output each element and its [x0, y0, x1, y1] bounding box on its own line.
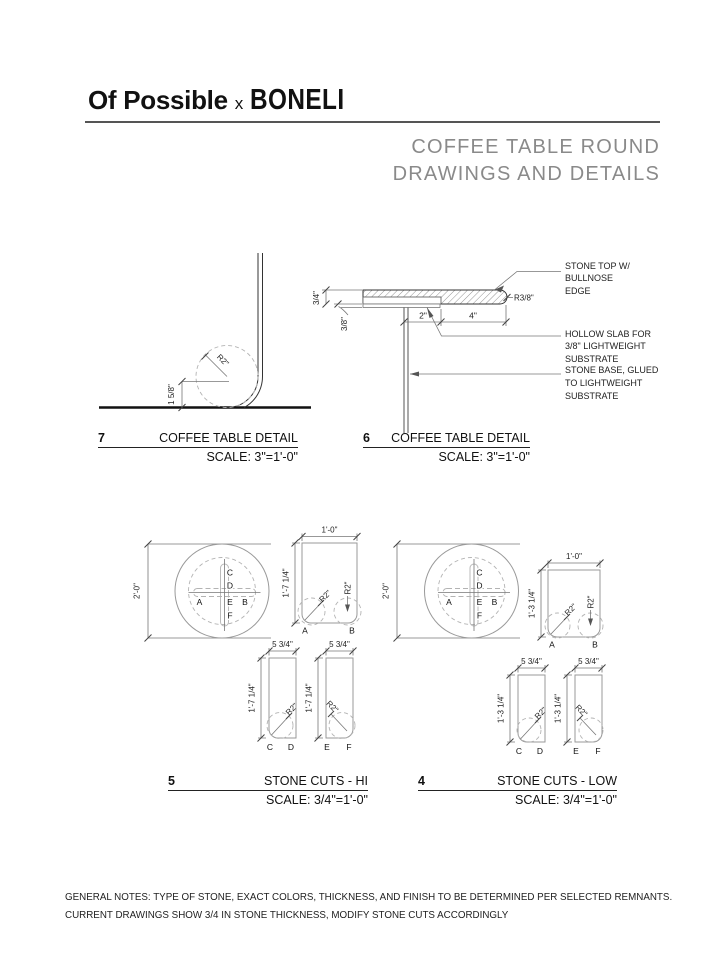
dim-height: 1 5/8" [167, 384, 176, 405]
annotation-line: 3/8" LIGHTWEIGHT [565, 341, 646, 352]
sheet-title-line1: COFFEE TABLE ROUND [411, 136, 660, 158]
detail-6-titleblock [363, 431, 530, 464]
plan-label-f: F [476, 610, 483, 621]
detail-5-number: 5 [168, 774, 175, 788]
annotation-line: SUBSTRATE [565, 391, 619, 401]
thickness-extension-lines [322, 290, 362, 308]
dim-cut-ef-width: 5 3/4" [329, 640, 350, 649]
plan-label-b: B [242, 597, 248, 607]
dim-rim: 4" [469, 310, 477, 321]
dim-radius: R2" [214, 352, 231, 369]
cross-centerlines [438, 559, 510, 631]
cut-cd-dim-lines [258, 648, 296, 738]
detail-7-title: COFFEE TABLE DETAIL [159, 431, 298, 445]
hollow-slab-annotation [565, 328, 651, 365]
annotation-line: HOLLOW SLAB FOR [565, 329, 652, 339]
dim-cut-cd-height: 1'-3 1/4" [496, 693, 506, 724]
cut-ef-outline [326, 658, 353, 738]
detail-4-scale: SCALE: 3/4"=1'-0" [515, 793, 617, 807]
dim-top-thickness: 3/4" [312, 291, 321, 305]
leg-outer-edge [227, 253, 258, 408]
hollow-recess [363, 297, 441, 304]
plan-label-f: F [227, 610, 233, 621]
diameter-dim-lines [148, 544, 271, 638]
cut-cd-label-right: D [536, 746, 544, 756]
leader-arrowhead [427, 308, 434, 319]
detail-6-scale: SCALE: 3"=1'-0" [438, 450, 530, 464]
dim-ticks [507, 665, 549, 746]
dim-cut-cd-radius: R2" [283, 701, 300, 718]
corner-radius-circle [545, 613, 570, 638]
dim-diameter: 2'-0" [381, 583, 391, 599]
stone-top-annotation [565, 260, 630, 297]
detail-4-number: 4 [418, 774, 425, 788]
cut-ef-dim-lines [564, 665, 602, 742]
cut-cd-label-right: D [287, 742, 295, 752]
radius-leader [580, 718, 596, 735]
annotation-line: TO LIGHTWEIGHT [565, 378, 643, 388]
diameter-dim-lines [397, 544, 520, 638]
cut-cd-label-left: C [266, 742, 274, 752]
brand-right: BONELI [250, 84, 345, 116]
detail-4-title: STONE CUTS - LOW [497, 774, 617, 788]
dim-cut-ab-radius-right: R2" [586, 595, 596, 609]
general-notes [65, 889, 672, 924]
annotation-line: SUBSTRATE [565, 353, 619, 364]
brand-left: Of Possible [88, 85, 228, 115]
annotation-line: STONE TOP W/ [565, 261, 630, 271]
stone-top-leader [495, 272, 561, 290]
general-notes-line1: GENERAL NOTES: TYPE OF STONE, EXACT COLORS, THICKNESS, AND FINISH TO BE DETERMINED PER SELECTED REMNANTS. [65, 892, 673, 903]
detail-4-titleblock [418, 774, 617, 807]
annotation-line: STONE BASE, GLUED [565, 365, 659, 375]
dim-substrate-thickness: 3/8" [340, 317, 349, 331]
dim-cut-ab-height: 1'-7 1/4" [281, 568, 291, 598]
leader-arrowhead [588, 619, 593, 627]
plan-label-e: E [227, 597, 233, 607]
leg-inner-edge [244, 253, 262, 408]
general-notes-line2: CURRENT DRAWINGS SHOW 3/4 IN STONE THICKNESS, MODIFY STONE CUTS ACCORDINGLY [65, 909, 509, 921]
dim-cut-ab-radius-right: R2" [343, 581, 353, 595]
dim-cut-ab-radius: R2" [562, 601, 579, 618]
dim-cut-cd-height: 1'-7 1/4" [247, 683, 257, 713]
plan-label-b: B [491, 597, 498, 607]
dim-ticks [315, 648, 357, 742]
cut-ef-label-left: E [573, 746, 579, 756]
dim-cut-ef-radius: R2" [573, 702, 590, 719]
cut-ef-label-right: F [346, 742, 352, 752]
detail-6-drawing [312, 272, 561, 434]
detail-5-drawing [133, 526, 362, 753]
cut-ef-dim-lines [315, 648, 353, 738]
cut-cd-outline [269, 658, 296, 738]
substrate-strip [363, 304, 440, 308]
dim-inset: 2" [419, 310, 427, 321]
cut-ab-label-right: B [592, 639, 598, 650]
detail-5-title: STONE CUTS - HI [264, 774, 368, 788]
dim-cut-ab-height: 1'-3 1/4" [527, 588, 537, 619]
dim-cut-ab-width: 1'-0" [321, 525, 338, 535]
annotation-line: EDGE [565, 285, 591, 296]
cut-ab-label-right: B [349, 625, 355, 636]
dim-diameter: 2'-0" [132, 583, 142, 599]
dim-cut-ab-radius: R2" [317, 588, 334, 605]
cut-ef-label-right: F [595, 746, 601, 756]
cut-cd-label-left: C [515, 746, 523, 756]
dim-ticks [564, 665, 606, 746]
plan-label-a: A [196, 597, 203, 607]
detail-4-drawing [382, 541, 606, 757]
plan-label-d: D [476, 580, 483, 591]
base-dashed-circle [189, 558, 256, 625]
detail-7-drawing [99, 253, 311, 411]
base-dashed-circle [438, 558, 505, 625]
detail-5-titleblock [168, 774, 368, 807]
cut-ab-label-left: A [302, 625, 308, 636]
plan-label-d: D [226, 580, 234, 591]
dim-cut-cd-width: 5 3/4" [272, 640, 293, 649]
plan-label-c: C [476, 567, 483, 578]
dim-cut-ef-width: 5 3/4" [578, 657, 599, 666]
detail-7-scale: SCALE: 3"=1'-0" [206, 450, 298, 464]
dim-cut-cd-radius: R2" [532, 705, 549, 722]
dim-cut-ab-width: 1'-0" [566, 552, 582, 561]
detail-7-titleblock [98, 431, 298, 464]
cross-centerlines [189, 559, 261, 631]
dim-cut-cd-width: 5 3/4" [521, 657, 542, 666]
dim-cut-ef-height: 1'-7 1/4" [304, 683, 314, 713]
detail-6-number: 6 [363, 431, 370, 445]
stone-base-annotation [565, 364, 658, 403]
plan-label-a: A [446, 597, 452, 607]
dim-bullnose-radius: R3/8" [514, 293, 534, 303]
detail-7-number: 7 [98, 431, 105, 445]
dim-cut-ef-height: 1'-3 1/4" [553, 693, 563, 724]
brand-separator: x [234, 94, 244, 113]
cut-cd-dim-lines [507, 665, 545, 742]
leader-arrowhead [345, 605, 350, 613]
sheet-title-line2: DRAWINGS AND DETAILS [392, 163, 660, 185]
detail-5-scale: SCALE: 3/4"=1'-0" [266, 793, 368, 807]
plan-label-c: C [226, 567, 234, 578]
cut-ab-label-left: A [549, 639, 555, 650]
radius-leader [331, 714, 347, 731]
dim-cut-ef-radius: R2" [324, 698, 341, 715]
detail-6-title: COFFEE TABLE DETAIL [391, 431, 530, 445]
plan-label-e: E [476, 597, 483, 607]
annotation-line: BULLNOSE [565, 273, 614, 284]
cut-ef-label-left: E [324, 742, 330, 752]
leader-arrowhead [410, 372, 419, 377]
